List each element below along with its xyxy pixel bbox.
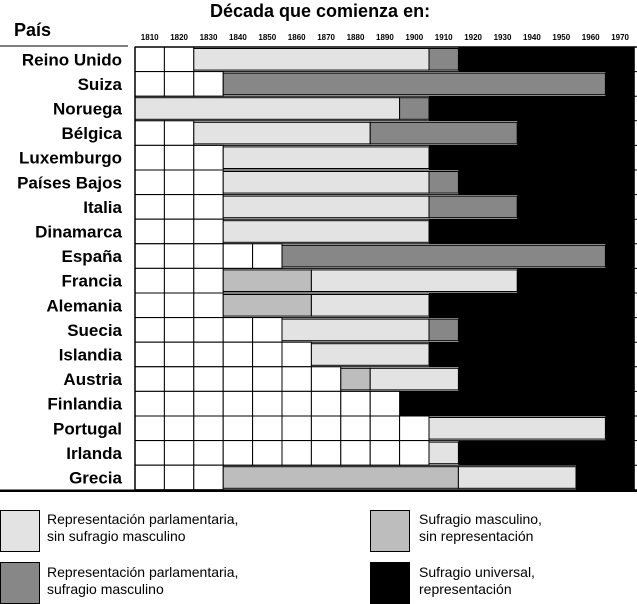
segment-rep-male	[429, 49, 458, 71]
segment-universal	[576, 465, 635, 490]
country-row	[63, 367, 637, 392]
segment-rep	[135, 98, 400, 120]
segment-rep	[223, 172, 429, 194]
segment-universal	[429, 96, 635, 121]
empty-decade-cell	[194, 170, 223, 195]
segment-universal	[605, 72, 634, 97]
decade-label: 1830	[199, 33, 218, 42]
empty-decade-cell	[400, 441, 429, 466]
empty-decade-cell	[282, 367, 311, 392]
empty-decade-cell	[341, 441, 370, 466]
segment-male-norep	[223, 270, 311, 292]
segment-rep	[429, 418, 605, 440]
segment-rep	[370, 368, 458, 390]
empty-decade-cell	[282, 391, 311, 416]
country-label: Irlanda	[66, 443, 122, 463]
segment-rep-male	[429, 319, 458, 341]
segment-universal	[429, 293, 635, 318]
empty-decade-cell	[194, 318, 223, 343]
country-label: Suecia	[67, 320, 122, 340]
empty-decade-cell	[400, 416, 429, 441]
empty-decade-cell	[164, 195, 193, 220]
country-label: Francia	[61, 271, 122, 291]
empty-decade-cell	[135, 170, 164, 195]
empty-decade-cell	[223, 244, 252, 269]
country-row	[66, 441, 637, 466]
legend-male-norep-line2: sin representación	[419, 528, 534, 544]
empty-decade-cell	[253, 244, 282, 269]
empty-decade-cell	[135, 416, 164, 441]
decade-label: 1880	[346, 33, 365, 42]
segment-male-norep	[223, 467, 458, 489]
segment-universal	[458, 441, 634, 466]
empty-decade-cell	[194, 367, 223, 392]
legend-universal-line2: representación	[419, 581, 512, 597]
segment-universal	[400, 391, 635, 416]
segment-universal	[458, 367, 634, 392]
segment-rep	[458, 467, 576, 489]
segment-rep	[194, 122, 370, 144]
segment-universal	[605, 416, 634, 441]
empty-decade-cell	[135, 465, 164, 490]
country-row	[53, 416, 637, 441]
country-label: Luxemburgo	[19, 148, 122, 168]
empty-decade-cell	[194, 441, 223, 466]
country-row	[62, 268, 637, 293]
country-rows	[17, 47, 637, 490]
decade-label: 1860	[287, 33, 306, 42]
segment-universal	[605, 244, 634, 269]
empty-decade-cell	[311, 367, 340, 392]
empty-decade-cell	[164, 219, 193, 244]
empty-decade-cell	[135, 219, 164, 244]
country-label: Alemania	[46, 296, 122, 316]
empty-decade-cell	[135, 195, 164, 220]
empty-decade-cell	[194, 244, 223, 269]
empty-decade-cell	[164, 391, 193, 416]
country-label: Islandia	[58, 345, 122, 365]
empty-decade-cell	[164, 318, 193, 343]
country-row	[67, 318, 637, 343]
decade-label: 1820	[170, 33, 188, 42]
empty-decade-cell	[135, 244, 164, 269]
empty-decade-cell	[135, 293, 164, 318]
empty-decade-cell	[164, 465, 193, 490]
empty-decade-cell	[194, 293, 223, 318]
segment-rep-male	[370, 122, 517, 144]
empty-decade-cell	[194, 342, 223, 367]
country-row	[22, 47, 637, 72]
empty-decade-cell	[311, 416, 340, 441]
empty-decade-cell	[164, 416, 193, 441]
segment-rep	[311, 344, 429, 366]
empty-decade-cell	[164, 145, 193, 170]
empty-decade-cell	[164, 268, 193, 293]
country-label: Reino Unido	[21, 50, 122, 70]
empty-decade-cell	[253, 367, 282, 392]
country-header: País	[14, 20, 52, 40]
segment-universal	[517, 121, 635, 146]
empty-decade-cell	[194, 391, 223, 416]
country-row	[19, 145, 637, 170]
segment-male-norep	[223, 295, 311, 317]
segment-universal	[429, 342, 635, 367]
legend-label-rep	[47, 511, 238, 545]
empty-decade-cell	[135, 47, 164, 72]
segment-universal	[458, 318, 634, 343]
segment-rep	[223, 196, 429, 218]
country-label: Portugal	[53, 419, 122, 439]
country-row	[17, 170, 637, 195]
empty-decade-cell	[194, 219, 223, 244]
empty-decade-cell	[164, 367, 193, 392]
empty-decade-cell	[164, 293, 193, 318]
empty-decade-cell	[223, 441, 252, 466]
decade-label: 1890	[376, 33, 394, 42]
country-label: Austria	[63, 370, 122, 390]
empty-decade-cell	[135, 145, 164, 170]
empty-decade-cell	[341, 416, 370, 441]
legend-label-rep-male	[47, 564, 238, 598]
country-row	[59, 342, 637, 367]
decade-label: 1810	[140, 33, 159, 42]
country-label: Italia	[83, 197, 122, 217]
segment-rep	[282, 319, 429, 341]
legend-swatch-universal	[370, 562, 410, 604]
country-label: Finlandia	[47, 394, 122, 414]
empty-decade-cell	[164, 47, 193, 72]
segment-rep	[311, 295, 429, 317]
empty-decade-cell	[194, 72, 223, 97]
legend-swatch-rep	[0, 510, 40, 552]
empty-decade-cell	[253, 391, 282, 416]
empty-decade-cell	[164, 441, 193, 466]
legend-label-male-norep	[419, 511, 542, 545]
country-row	[47, 391, 637, 416]
decade-label: 1850	[258, 33, 277, 42]
empty-decade-cell	[135, 367, 164, 392]
segment-universal	[458, 170, 634, 195]
empty-decade-cell	[223, 342, 252, 367]
decade-label: 1940	[523, 33, 541, 42]
country-row	[83, 195, 637, 220]
empty-decade-cell	[282, 441, 311, 466]
empty-decade-cell	[341, 391, 370, 416]
empty-decade-cell	[223, 416, 252, 441]
empty-decade-cell	[194, 195, 223, 220]
empty-decade-cell	[282, 416, 311, 441]
country-row	[62, 244, 637, 269]
country-row	[35, 219, 637, 244]
country-label: Noruega	[53, 99, 122, 119]
empty-decade-cell	[253, 441, 282, 466]
decade-axis	[141, 33, 630, 42]
empty-decade-cell	[164, 72, 193, 97]
empty-decade-cell	[194, 416, 223, 441]
decade-label: 1970	[611, 33, 629, 42]
empty-decade-cell	[194, 145, 223, 170]
country-row	[62, 121, 637, 146]
legend-rep-line2: sin sufragio masculino	[47, 528, 186, 544]
segment-rep-male	[429, 196, 517, 218]
country-label: Grecia	[69, 468, 122, 488]
decade-header: Década que comienza en:	[210, 1, 431, 21]
country-label: Bélgica	[61, 124, 122, 144]
empty-decade-cell	[135, 121, 164, 146]
country-row	[53, 96, 637, 121]
segment-rep-male	[429, 172, 458, 194]
empty-decade-cell	[194, 268, 223, 293]
empty-decade-cell	[370, 416, 399, 441]
empty-decade-cell	[135, 391, 164, 416]
segment-rep	[223, 221, 429, 243]
country-label: Suiza	[77, 74, 122, 94]
segment-rep-male	[282, 245, 605, 267]
empty-decade-cell	[311, 391, 340, 416]
decade-label: 1950	[552, 33, 571, 42]
decade-label: 1870	[317, 33, 335, 42]
empty-decade-cell	[311, 441, 340, 466]
decade-label: 1910	[434, 33, 453, 42]
segment-rep	[223, 147, 429, 169]
empty-decade-cell	[164, 170, 193, 195]
segment-rep-male	[400, 98, 429, 120]
segment-male-norep	[341, 368, 370, 390]
segment-rep	[429, 442, 458, 464]
decade-label: 1840	[229, 33, 247, 42]
decade-label: 1920	[464, 33, 482, 42]
decade-label: 1900	[405, 33, 424, 42]
decade-label: 1960	[581, 33, 600, 42]
empty-decade-cell	[370, 391, 399, 416]
empty-decade-cell	[223, 318, 252, 343]
empty-decade-cell	[164, 244, 193, 269]
segment-universal	[517, 268, 635, 293]
legend-swatch-rep-male	[0, 562, 40, 604]
empty-decade-cell	[164, 121, 193, 146]
country-row	[69, 465, 637, 490]
empty-decade-cell	[253, 318, 282, 343]
country-row	[78, 72, 637, 97]
empty-decade-cell	[370, 441, 399, 466]
legend-rep-male-line1: Representación parlamentaria,	[47, 564, 239, 580]
empty-decade-cell	[135, 268, 164, 293]
empty-decade-cell	[135, 441, 164, 466]
segment-rep	[194, 49, 429, 71]
country-label: Países Bajos	[17, 173, 122, 193]
legend-label-universal	[419, 564, 535, 598]
empty-decade-cell	[223, 367, 252, 392]
country-label: Dinamarca	[35, 222, 122, 242]
segment-universal	[517, 195, 635, 220]
legend-male-norep-line1: Sufragio masculino,	[419, 511, 542, 527]
empty-decade-cell	[194, 465, 223, 490]
empty-decade-cell	[253, 342, 282, 367]
legend-swatch-male-norep	[370, 510, 410, 552]
decade-label: 1930	[493, 33, 512, 42]
empty-decade-cell	[135, 318, 164, 343]
segment-universal	[458, 47, 634, 72]
empty-decade-cell	[223, 391, 252, 416]
segment-universal	[429, 145, 635, 170]
empty-decade-cell	[135, 72, 164, 97]
segment-rep-male	[223, 73, 605, 95]
legend-rep-male-line2: sufragio masculino	[47, 581, 164, 597]
country-label: España	[61, 247, 122, 267]
legend-rep-line1: Representación parlamentaria,	[47, 511, 239, 527]
empty-decade-cell	[282, 342, 311, 367]
segment-universal	[429, 219, 635, 244]
legend-universal-line1: Sufragio universal,	[419, 564, 535, 580]
segment-rep	[311, 270, 517, 292]
empty-decade-cell	[135, 342, 164, 367]
empty-decade-cell	[164, 342, 193, 367]
empty-decade-cell	[253, 416, 282, 441]
